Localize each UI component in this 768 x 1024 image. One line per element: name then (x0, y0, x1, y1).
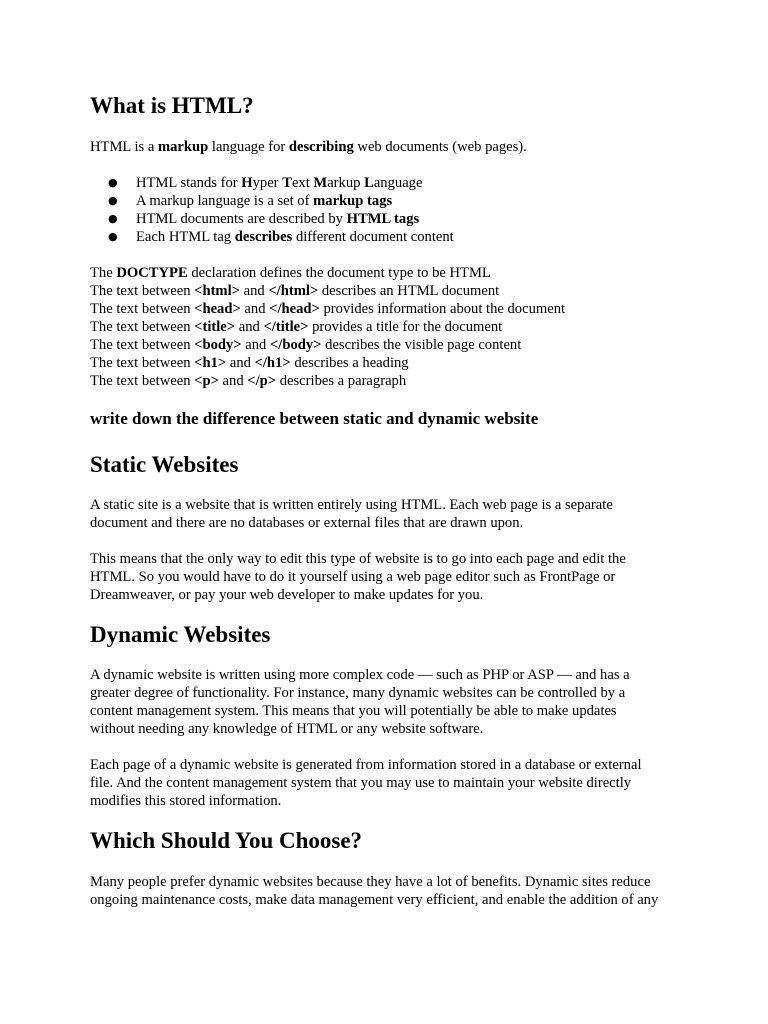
heading-static-websites: Static Websites (90, 452, 239, 477)
choose-paragraph-1: Many people prefer dynamic websites because they have a lot of benefits. Dynamic sites reduce ongoing maintenance costs, make data management very efficient, and enable the addition of any (90, 874, 659, 908)
tag-line: The text between <p> and </p> describes a paragraph (90, 373, 407, 389)
list-item: ● HTML stands for Hyper Text Markup Language (108, 175, 423, 191)
bullet-icon: ● (108, 176, 118, 189)
heading-dynamic-websites: Dynamic Websites (90, 622, 271, 647)
heading-which-should-you-choose: Which Should You Choose? (90, 828, 363, 853)
question-heading: write down the difference between static and dynamic website (90, 409, 539, 428)
dynamic-paragraph-2: Each page of a dynamic website is generated from information stored in a database or external file. And the content management system that you may use to maintain your website directly modifies this stored information. (90, 757, 642, 809)
list-item: ● Each HTML tag describes different document content (108, 229, 454, 245)
static-paragraph-2: This means that the only way to edit this type of website is to go into each page and edit the HTML. So you would have to do it yourself using a web page editor such as FrontPage or Dreamweaver, or pay your web developer to make updates for you. (90, 551, 626, 603)
heading-what-is-html: What is HTML? (90, 93, 254, 118)
tag-line: The text between <h1> and </h1> describes a heading (90, 355, 409, 371)
tag-line: The text between <head> and </head> provides information about the document (90, 301, 566, 317)
tag-line: The DOCTYPE declaration defines the document type to be HTML (90, 265, 491, 281)
tag-line: The text between <body> and </body> describes the visible page content (90, 337, 522, 353)
bullet-icon: ● (108, 230, 118, 243)
tag-line: The text between <title> and </title> provides a title for the document (90, 319, 503, 335)
dynamic-paragraph-1: A dynamic website is written using more complex code — such as PHP or ASP — and has a greater degree of functionality. For instance, many dynamic websites can be controlled by a content management system. This means that you will potentially be able to make updates without needing any knowledge of HTML or any website software. (90, 667, 630, 737)
static-paragraph-1: A static site is a website that is written entirely using HTML. Each web page is a separate document and there are no databases or external files that are drawn upon. (90, 497, 613, 531)
tag-descriptions (90, 264, 565, 390)
bullet-icon: ● (108, 212, 118, 225)
html-facts-list (108, 174, 454, 246)
list-item: ● HTML documents are described by HTML tags (108, 211, 420, 227)
intro-paragraph: HTML is a markup language for describing web documents (web pages). (90, 139, 527, 155)
bullet-icon: ● (108, 194, 118, 207)
list-item: ● A markup language is a set of markup tags (108, 193, 393, 209)
tag-line: The text between <html> and </html> describes an HTML document (90, 283, 500, 299)
